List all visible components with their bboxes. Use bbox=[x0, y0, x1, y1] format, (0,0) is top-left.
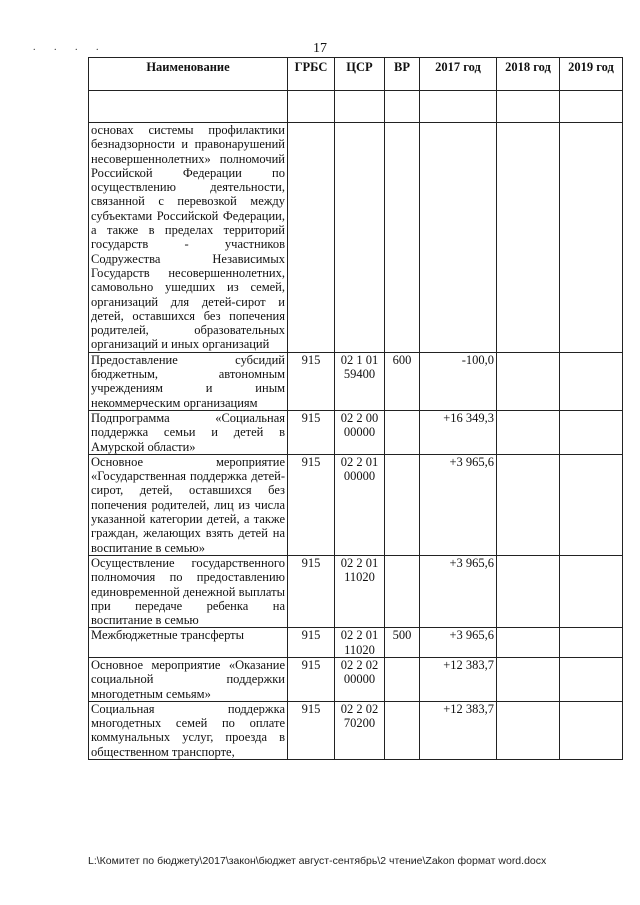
row-grbs: 915 bbox=[288, 555, 335, 627]
row-2019 bbox=[560, 352, 623, 410]
row-grbs: 915 bbox=[288, 628, 335, 658]
row-vr bbox=[385, 657, 420, 701]
row-csr: 02 1 01 59400 bbox=[335, 352, 385, 410]
row-name: Осуществление государственного полномочия по предоставлению единовременной денежной выплаты при передаче ребенка на воспитание в семью bbox=[89, 555, 288, 627]
row-2018 bbox=[497, 454, 560, 555]
row-2019 bbox=[560, 123, 623, 353]
row-2018 bbox=[497, 628, 560, 658]
row-vr bbox=[385, 123, 420, 353]
table-header-row bbox=[89, 58, 623, 91]
row-2019 bbox=[560, 555, 623, 627]
row-name: Основное мероприятие «Оказание социальной поддержки многодетным семьям» bbox=[89, 657, 288, 701]
table-row bbox=[89, 454, 623, 555]
row-name: Подпрограмма «Социальная поддержка семьи и детей в Амурской области» bbox=[89, 410, 288, 454]
row-grbs bbox=[288, 123, 335, 353]
row-name: Социальная поддержка многодетных семей по оплате коммунальных услуг, проезда в общественном транспорте, bbox=[89, 701, 288, 759]
row-2019 bbox=[560, 454, 623, 555]
row-grbs: 915 bbox=[288, 657, 335, 701]
header-name: Наименование bbox=[89, 58, 288, 91]
row-csr: 02 2 01 11020 bbox=[335, 555, 385, 627]
row-name: Основное мероприятие «Государственная поддержка детей-сирот, детей, оставшихся без попечения родителей, лиц из числа указанной категории детей, а также граждан, желающих взять детей на воспитание в семью» bbox=[89, 454, 288, 555]
header-2018: 2018 год bbox=[497, 58, 560, 91]
row-csr: 02 2 00 00000 bbox=[335, 410, 385, 454]
row-2018 bbox=[497, 352, 560, 410]
budget-table bbox=[88, 57, 623, 760]
row-2019 bbox=[560, 701, 623, 759]
row-vr bbox=[385, 410, 420, 454]
row-2017: +12 383,7 bbox=[420, 657, 497, 701]
row-csr: 02 2 02 00000 bbox=[335, 657, 385, 701]
row-vr bbox=[385, 701, 420, 759]
row-2018 bbox=[497, 657, 560, 701]
table-row bbox=[89, 410, 623, 454]
row-name: Предоставление субсидий бюджетным, автономным учреждениям и иным некоммерческим организациям bbox=[89, 352, 288, 410]
row-2017: +3 965,6 bbox=[420, 628, 497, 658]
row-2017: +12 383,7 bbox=[420, 701, 497, 759]
header-2017: 2017 год bbox=[420, 58, 497, 91]
table-row bbox=[89, 701, 623, 759]
row-grbs: 915 bbox=[288, 410, 335, 454]
table-row bbox=[89, 352, 623, 410]
row-name: Межбюджетные трансферты bbox=[89, 628, 288, 658]
header-csr: ЦСР bbox=[335, 58, 385, 91]
row-2017: +3 965,6 bbox=[420, 454, 497, 555]
table-row bbox=[89, 123, 623, 353]
row-2018 bbox=[497, 701, 560, 759]
row-2017: +16 349,3 bbox=[420, 410, 497, 454]
row-grbs: 915 bbox=[288, 701, 335, 759]
margin-marks: . . . . bbox=[33, 42, 107, 53]
footer-file-path: L:\Комитет по бюджету\2017\закон\бюджет август-сентябрь\2 чтение\Zakon формат word.docx bbox=[88, 855, 547, 867]
row-2019 bbox=[560, 657, 623, 701]
row-2019 bbox=[560, 628, 623, 658]
page-number: 17 bbox=[313, 41, 327, 56]
row-vr: 500 bbox=[385, 628, 420, 658]
row-vr bbox=[385, 454, 420, 555]
row-2018 bbox=[497, 123, 560, 353]
row-2017: -100,0 bbox=[420, 352, 497, 410]
header-vr: ВР bbox=[385, 58, 420, 91]
row-2017: +3 965,6 bbox=[420, 555, 497, 627]
row-grbs: 915 bbox=[288, 454, 335, 555]
row-csr bbox=[335, 123, 385, 353]
header-2019: 2019 год bbox=[560, 58, 623, 91]
row-name: основах системы профилактики безнадзорности и правонарушений несовершеннолетних» полномочий Российской Федерации по осуществлению деятельности, связанной с перевозкой между субъектами Российской Федерации, а также в пределах территорий государств - участников Содружества Независимых Государств несовершеннолетних, самовольно ушедших из семей, организаций для детей-сирот и детей, оставшихся без попечения родителей, образовательных организаций и иных организаций bbox=[89, 123, 288, 353]
row-vr: 600 bbox=[385, 352, 420, 410]
row-2018 bbox=[497, 555, 560, 627]
row-grbs: 915 bbox=[288, 352, 335, 410]
row-csr: 02 2 01 00000 bbox=[335, 454, 385, 555]
row-2019 bbox=[560, 410, 623, 454]
header-grbs: ГРБС bbox=[288, 58, 335, 91]
table-row bbox=[89, 555, 623, 627]
table-spacer-row bbox=[89, 91, 623, 123]
row-vr bbox=[385, 555, 420, 627]
row-2017 bbox=[420, 123, 497, 353]
table-row bbox=[89, 628, 623, 658]
row-csr: 02 2 01 11020 bbox=[335, 628, 385, 658]
table-row bbox=[89, 657, 623, 701]
row-csr: 02 2 02 70200 bbox=[335, 701, 385, 759]
row-2018 bbox=[497, 410, 560, 454]
